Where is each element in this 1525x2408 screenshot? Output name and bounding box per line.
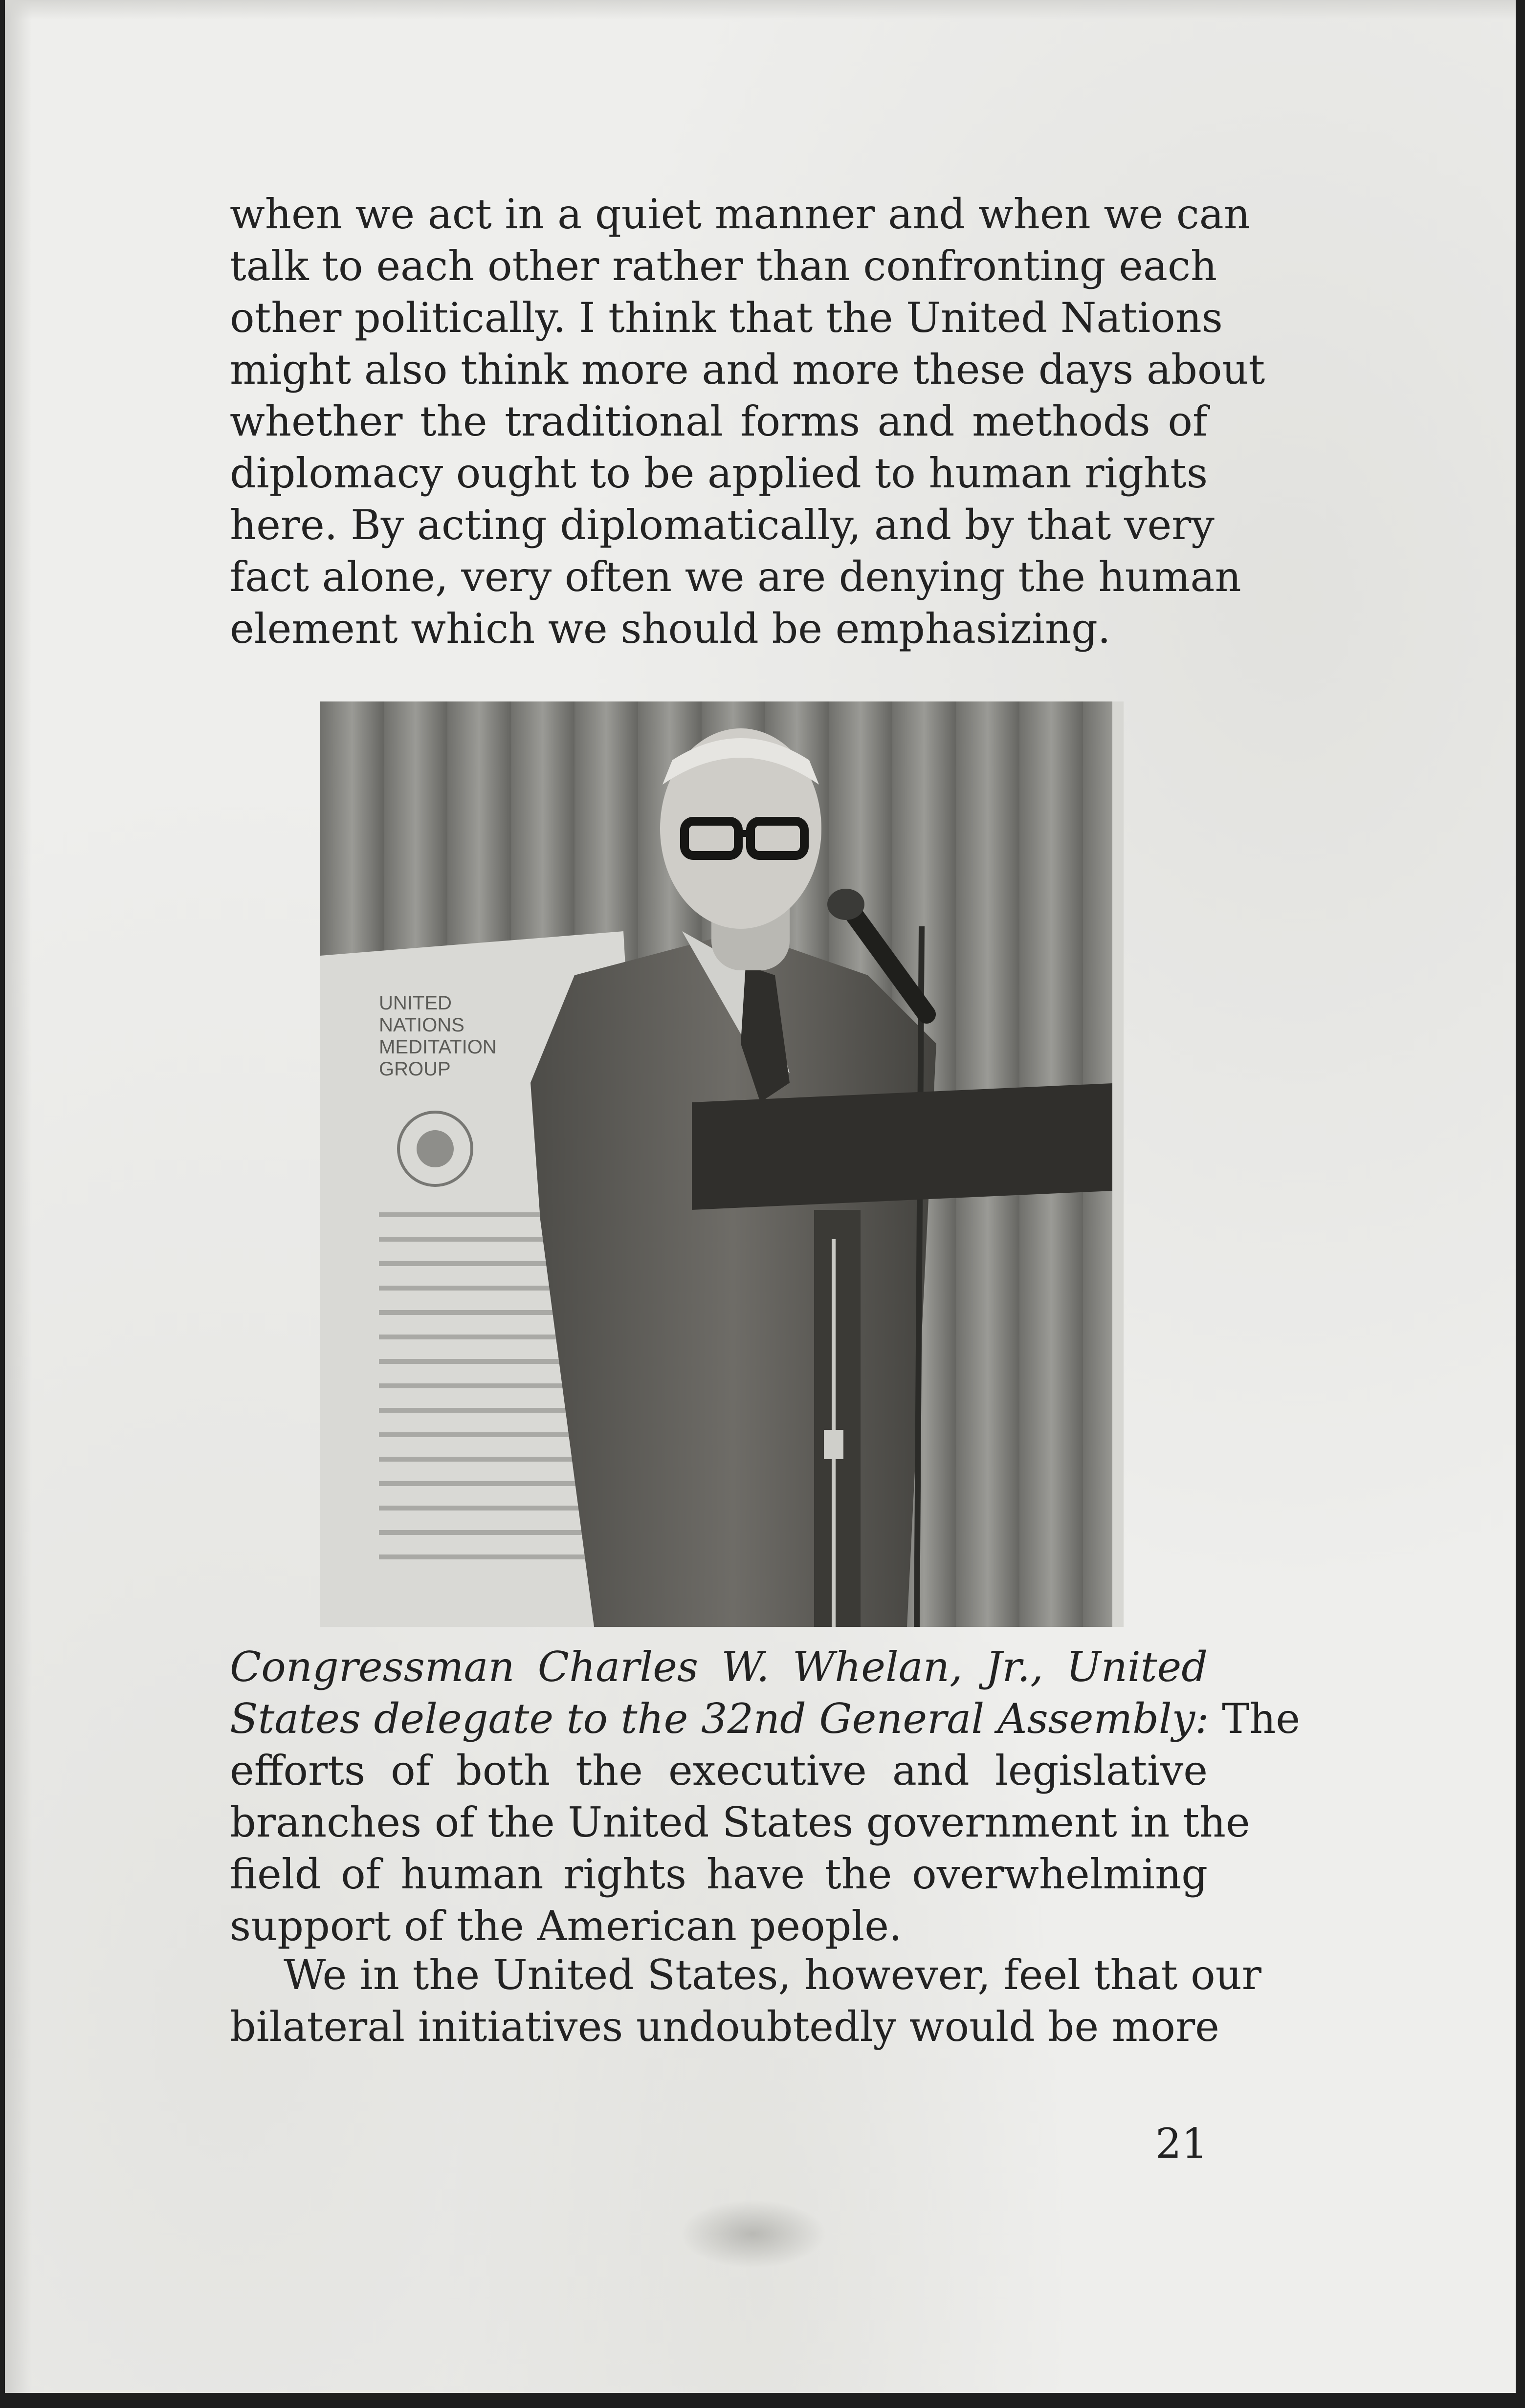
caption-line: branches of the United States government in the: [230, 1798, 1250, 1846]
photo-illustration: [320, 701, 1124, 1627]
page-shadow-left: [5, 0, 32, 2393]
paragraph-line: We in the United States, however, feel that our: [284, 1951, 1261, 1999]
caption-line: [230, 1693, 1301, 1745]
paragraph-line: when we act in a quiet manner and when we can: [230, 190, 1250, 238]
paragraph-line: bilateral initiatives undoubtedly would be more: [230, 2003, 1219, 2051]
paragraph-line: whether the traditional forms and methods of: [230, 397, 1208, 445]
caption-line: efforts of both the executive and legislative: [230, 1747, 1208, 1795]
caption-attribution: States delegate to the 32nd General Assembly:: [230, 1695, 1209, 1743]
bottom-paragraph: [230, 1949, 1261, 2053]
top-paragraph: [230, 188, 1265, 655]
banner-title-line: NATIONS: [379, 1014, 464, 1036]
banner-title-line: MEDITATION: [379, 1036, 497, 1058]
scan-smudge: [680, 2200, 826, 2268]
caption-text: The: [1209, 1695, 1301, 1743]
caption-line: field of human rights have the overwhelming: [230, 1850, 1208, 1898]
paragraph-line: element which we should be emphasizing.: [230, 605, 1111, 653]
page-shadow-top: [5, 0, 1516, 20]
banner-title-line: UNITED: [379, 992, 452, 1014]
banner-title-line: GROUP: [379, 1058, 451, 1080]
paragraph-line: here. By acting diplomatically, and by that very: [230, 501, 1215, 549]
caption-line: support of the American people.: [230, 1902, 902, 1950]
paragraph-line: talk to each other rather than confronting each: [230, 242, 1217, 290]
paragraph-line: diplomacy ought to be applied to human rights: [230, 449, 1208, 497]
paragraph-line: other politically. I think that the United Nations: [230, 294, 1223, 342]
caption-paragraph: [230, 1641, 1301, 1952]
paragraph-line: might also think more and more these days about: [230, 346, 1265, 394]
document-page: [5, 0, 1516, 2393]
caption-line: Congressman Charles W. Whelan, Jr., United: [230, 1643, 1208, 1691]
page-number: 21: [1155, 2120, 1208, 2167]
speaker-photo: [320, 701, 1124, 1627]
paragraph-line: fact alone, very often we are denying the human: [230, 553, 1241, 601]
